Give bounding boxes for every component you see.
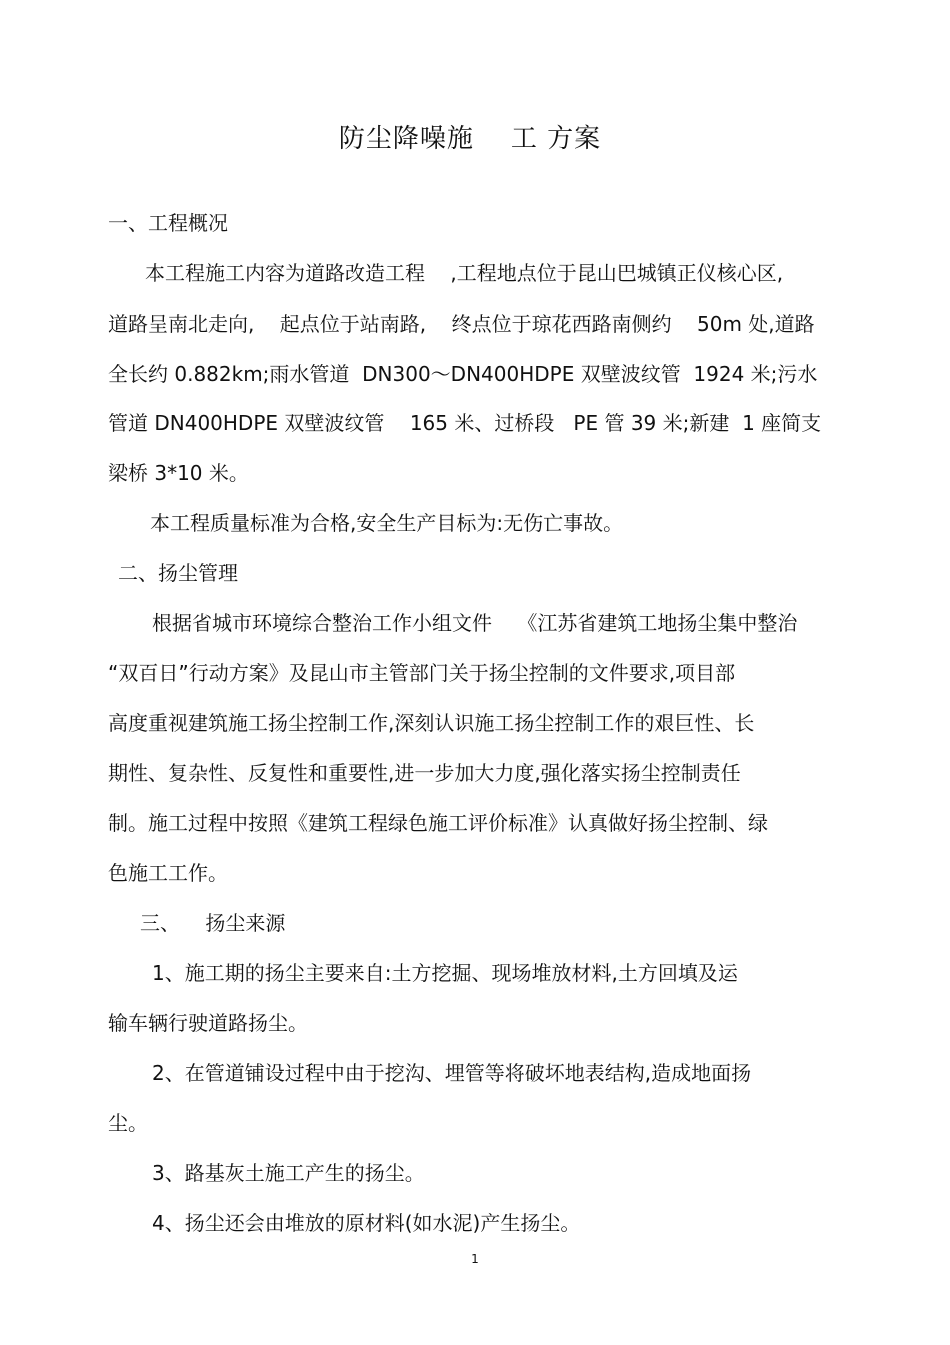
paragraph-line: 高度重视建筑施工扬尘控制工作,深刻认识施工扬尘控制工作的艰巨性、长: [108, 711, 755, 735]
list-item-line: 1、施工期的扬尘主要来自:土方挖掘、现场堆放材料,土方回填及运: [152, 961, 738, 985]
paragraph-line: 全长约 0.882km;雨水管道 DN300～DN400HDPE 双壁波纹管 1924 米;污水: [108, 362, 818, 386]
paragraph-line: 管道 DN400HDPE 双壁波纹管 165 米、过桥段 PE 管 39 米;新建 1 座简支: [108, 411, 822, 435]
paragraph-line: 本工程质量标准为合格,安全生产目标为:无伤亡事故。: [150, 511, 624, 535]
section-heading-2: 二、扬尘管理: [118, 561, 238, 585]
paragraph-line: 根据省城市环境综合整治工作小组文件 《江苏省建筑工地扬尘集中整治: [152, 611, 798, 635]
paragraph-line: 道路呈南北走向, 起点位于站南路, 终点位于琼花西路南侧约 50m 处,道路: [108, 312, 815, 336]
section-heading-1: 一、工程概况: [108, 211, 228, 235]
list-item-line: 3、路基灰土施工产生的扬尘。: [152, 1161, 425, 1185]
paragraph-line: 梁桥 3*10 米。: [108, 461, 249, 485]
list-item-line: 输车辆行驶道路扬尘。: [108, 1011, 308, 1035]
paragraph-line: 期性、复杂性、反复性和重要性,进一步加大力度,强化落实扬尘控制责任: [108, 761, 741, 785]
list-item-line: 尘。: [108, 1111, 148, 1135]
page-number: 1: [471, 1252, 479, 1266]
paragraph-line: 本工程施工内容为道路改造工程 ,工程地点位于昆山巴城镇正仪核心区,: [145, 261, 784, 285]
section-heading-3: 三、 扬尘来源: [140, 911, 286, 935]
paragraph-line: 制。施工过程中按照《建筑工程绿色施工评价标准》认真做好扬尘控制、绿: [108, 811, 768, 835]
list-item-line: 4、扬尘还会由堆放的原材料(如水泥)产生扬尘。: [152, 1211, 581, 1235]
paragraph-line: “双百日”行动方案》及昆山市主管部门关于扬尘控制的文件要求,项目部: [108, 661, 736, 685]
document-title: 防尘降噪施 工 方案: [338, 124, 602, 154]
paragraph-line: 色施工工作。: [108, 861, 228, 885]
list-item-line: 2、在管道铺设过程中由于挖沟、埋管等将破坏地表结构,造成地面扬: [152, 1061, 752, 1085]
